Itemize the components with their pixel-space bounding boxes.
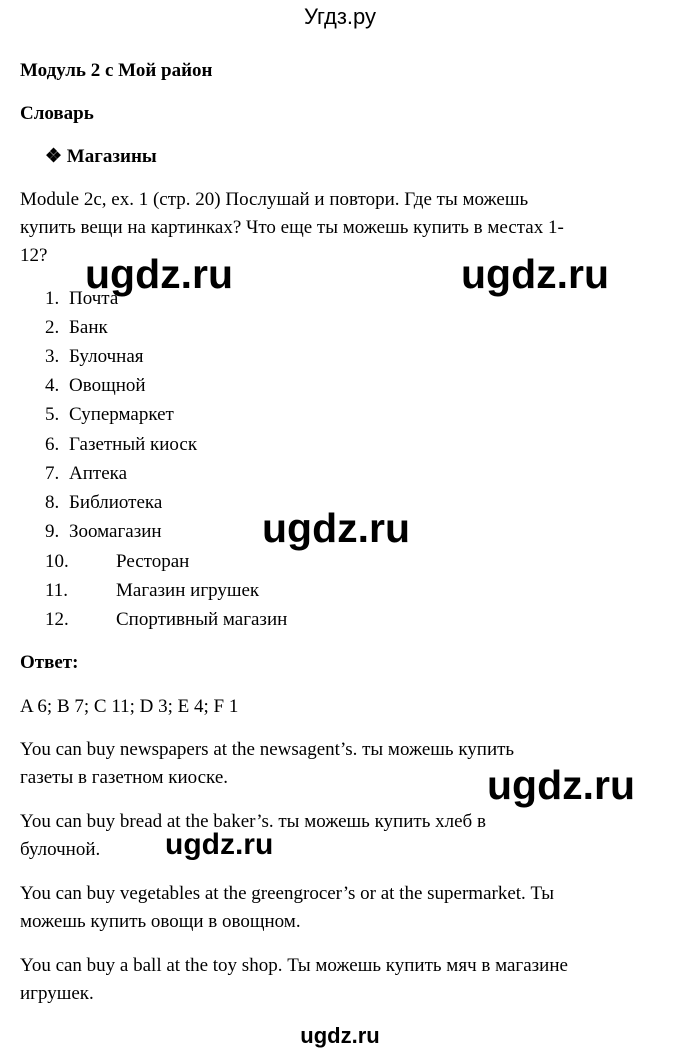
list-number: 12.	[45, 609, 69, 630]
list-number: 1.	[45, 288, 60, 309]
answer-key: A 6; B 7; C 11; D 3; E 4; F 1	[20, 696, 239, 717]
list-text: Супермаркет	[69, 404, 174, 425]
list-item	[45, 344, 144, 370]
list-number: 7.	[45, 463, 60, 484]
answer-line: можешь купить овощи в овощном.	[20, 911, 301, 932]
list-text: Спортивный магазин	[116, 609, 288, 630]
list-number: 10.	[45, 551, 69, 572]
answer-line: You can buy vegetables at the greengrocer’s or at the supermarket. Ты	[20, 883, 554, 904]
site-footer: ugdz.ru	[300, 1023, 380, 1048]
exercise-line-3: 12?	[20, 245, 48, 266]
watermark: ugdz.ru	[165, 828, 274, 861]
diamond-bullet-icon: ❖	[45, 146, 63, 167]
list-text: Почта	[69, 288, 119, 309]
list-item	[45, 607, 287, 633]
list-number: 9.	[45, 521, 60, 542]
exercise-line-1: Module 2c, ex. 1 (стр. 20) Послушай и повтори. Где ты можешь	[20, 189, 529, 210]
list-item	[45, 373, 146, 399]
list-text: Ресторан	[116, 551, 190, 572]
list-item	[45, 432, 197, 458]
site-header: Угдз.ру	[303, 4, 377, 29]
list-item	[45, 578, 259, 604]
list-number: 2.	[45, 317, 60, 338]
watermark: ugdz.ru	[461, 251, 610, 297]
watermark: ugdz.ru	[85, 251, 234, 297]
watermark: ugdz.ru	[262, 505, 411, 551]
subsection-title: Магазины	[66, 146, 157, 167]
list-item	[45, 549, 189, 575]
list-item	[45, 315, 108, 341]
list-number: 4.	[45, 375, 60, 396]
list-number: 3.	[45, 346, 60, 367]
module-title: Модуль 2 с Мой район	[20, 60, 213, 81]
list-number: 11.	[45, 580, 69, 601]
answer-label: Ответ:	[20, 652, 79, 673]
list-text: Аптека	[69, 463, 128, 484]
list-item	[45, 402, 174, 428]
list-number: 8.	[45, 492, 60, 513]
list-item	[45, 461, 127, 487]
answer-line: You can buy a ball at the toy shop. Ты можешь купить мяч в магазине	[20, 955, 568, 976]
list-number: 5.	[45, 404, 60, 425]
subsection-heading	[45, 144, 157, 170]
watermark: ugdz.ru	[487, 762, 636, 808]
list-text: Овощной	[69, 375, 146, 396]
answer-line: газеты в газетном киоске.	[20, 767, 228, 788]
list-text: Газетный киоск	[69, 434, 198, 455]
list-text: Библиотека	[69, 492, 163, 513]
answer-line: You can buy newspapers at the newsagent’s. ты можешь купить	[20, 739, 515, 760]
list-text: Зоомагазин	[69, 521, 162, 542]
list-text: Банк	[69, 317, 108, 338]
answer-line: игрушек.	[20, 983, 94, 1004]
list-item	[45, 490, 162, 516]
list-number: 6.	[45, 434, 60, 455]
answer-line: You can buy bread at the baker’s. ты можешь купить хлеб в	[20, 811, 486, 832]
list-text: Магазин игрушек	[116, 580, 260, 601]
list-item	[45, 519, 162, 545]
list-text: Булочная	[69, 346, 144, 367]
answer-line: булочной.	[20, 839, 101, 860]
section-title: Словарь	[20, 103, 94, 124]
exercise-line-2: купить вещи на картинках? Что еще ты можешь купить в местах 1-	[20, 217, 564, 238]
